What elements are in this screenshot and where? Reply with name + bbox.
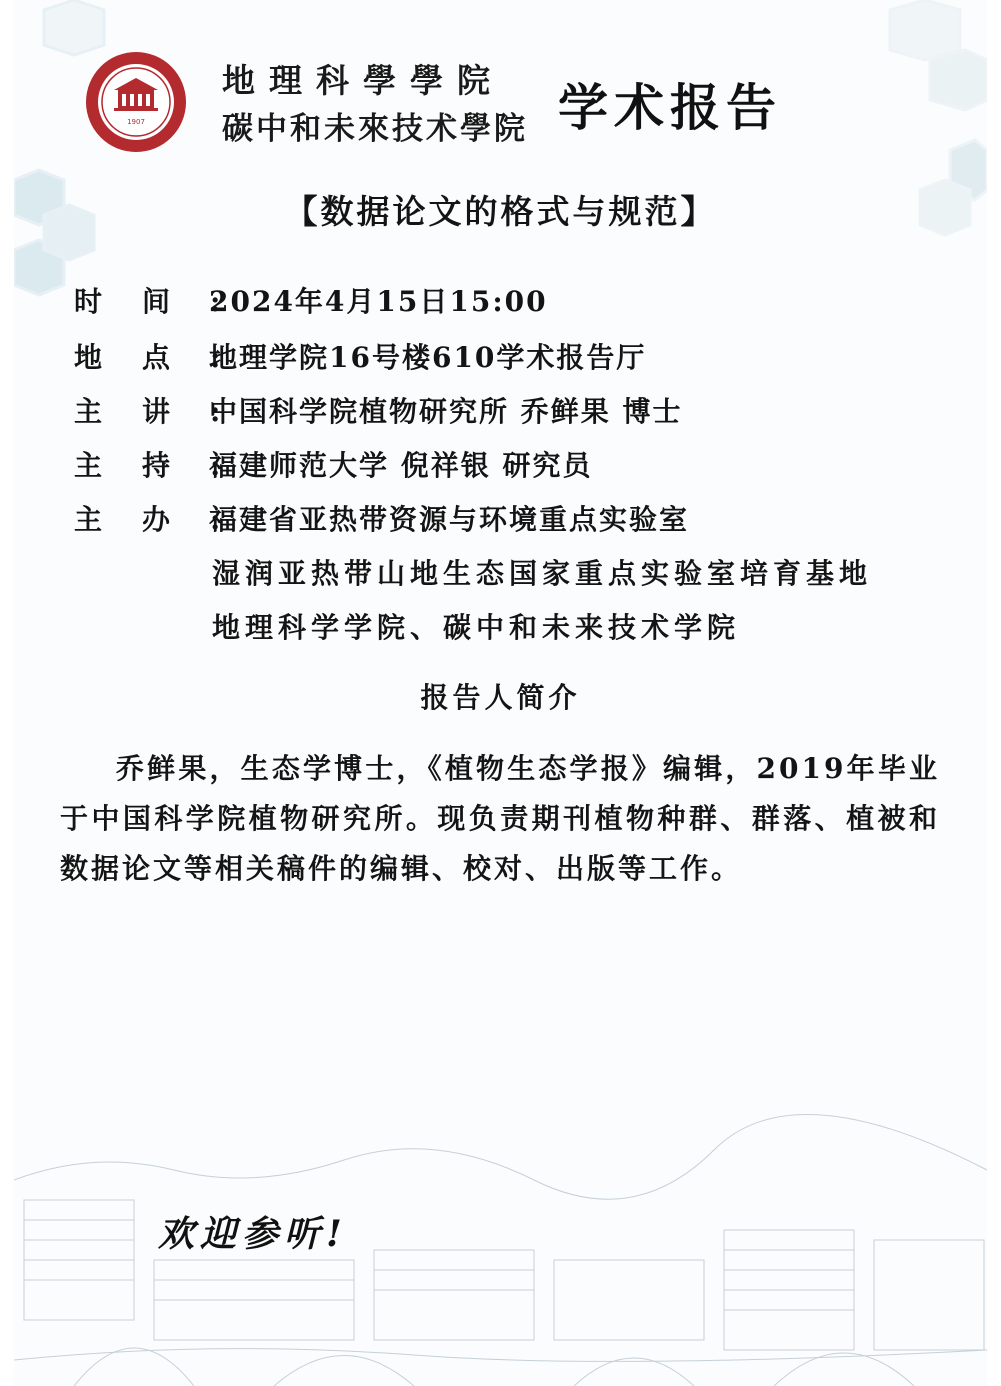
info-row-location bbox=[74, 336, 646, 376]
info-value: 中国科学院植物研究所 乔鲜果 博士 bbox=[209, 395, 683, 428]
organizer-line-3: 地理科学学院、碳中和未来技术学院 bbox=[212, 611, 741, 644]
organizer-line-2: 湿润亚热带山地生态国家重点实验室培育基地 bbox=[212, 557, 873, 590]
university-seal-icon bbox=[84, 50, 188, 154]
speaker-bio-text: 乔鲜果，生态学博士，《植物生态学报》编辑，2019年毕业于中国科学院植物研究所。现负责期刊植物种群、群落、植被和数据论文等相关稿件的编辑、校对、出版等工作。 bbox=[60, 752, 940, 885]
info-value: 2024年4月15日15:00 bbox=[209, 285, 548, 318]
speaker-bio bbox=[60, 744, 940, 894]
info-row-organizer bbox=[74, 498, 689, 538]
bio-section-title: 报告人简介 bbox=[420, 681, 581, 714]
welcome-message: 欢迎参听! bbox=[158, 1213, 348, 1255]
logo-year: 1907 bbox=[127, 118, 145, 126]
info-label: 地点: bbox=[74, 341, 261, 374]
info-value: 福建师范大学 倪祥银 研究员 bbox=[209, 449, 593, 482]
institution-name-line2: 碳中和未來技术學院 bbox=[222, 111, 528, 147]
institution-name-line1: 地理科學學院 bbox=[222, 61, 504, 100]
info-row-speaker bbox=[74, 390, 683, 430]
hexagon-decoration-left bbox=[14, 0, 134, 320]
info-value: 地理学院16号楼610学术报告厅 bbox=[209, 341, 647, 374]
info-value: 福建省亚热带资源与环境重点实验室 bbox=[209, 503, 690, 536]
info-label: 主办: bbox=[74, 503, 261, 536]
info-label: 主讲: bbox=[74, 395, 261, 428]
info-label: 时间: bbox=[74, 285, 261, 318]
report-type-heading: 学术报告 bbox=[558, 78, 782, 137]
report-topic-title: 【数据论文的格式与规范】 bbox=[284, 192, 717, 231]
info-label: 主持: bbox=[74, 449, 261, 482]
info-row-host bbox=[74, 444, 593, 484]
info-row-time bbox=[74, 280, 548, 320]
